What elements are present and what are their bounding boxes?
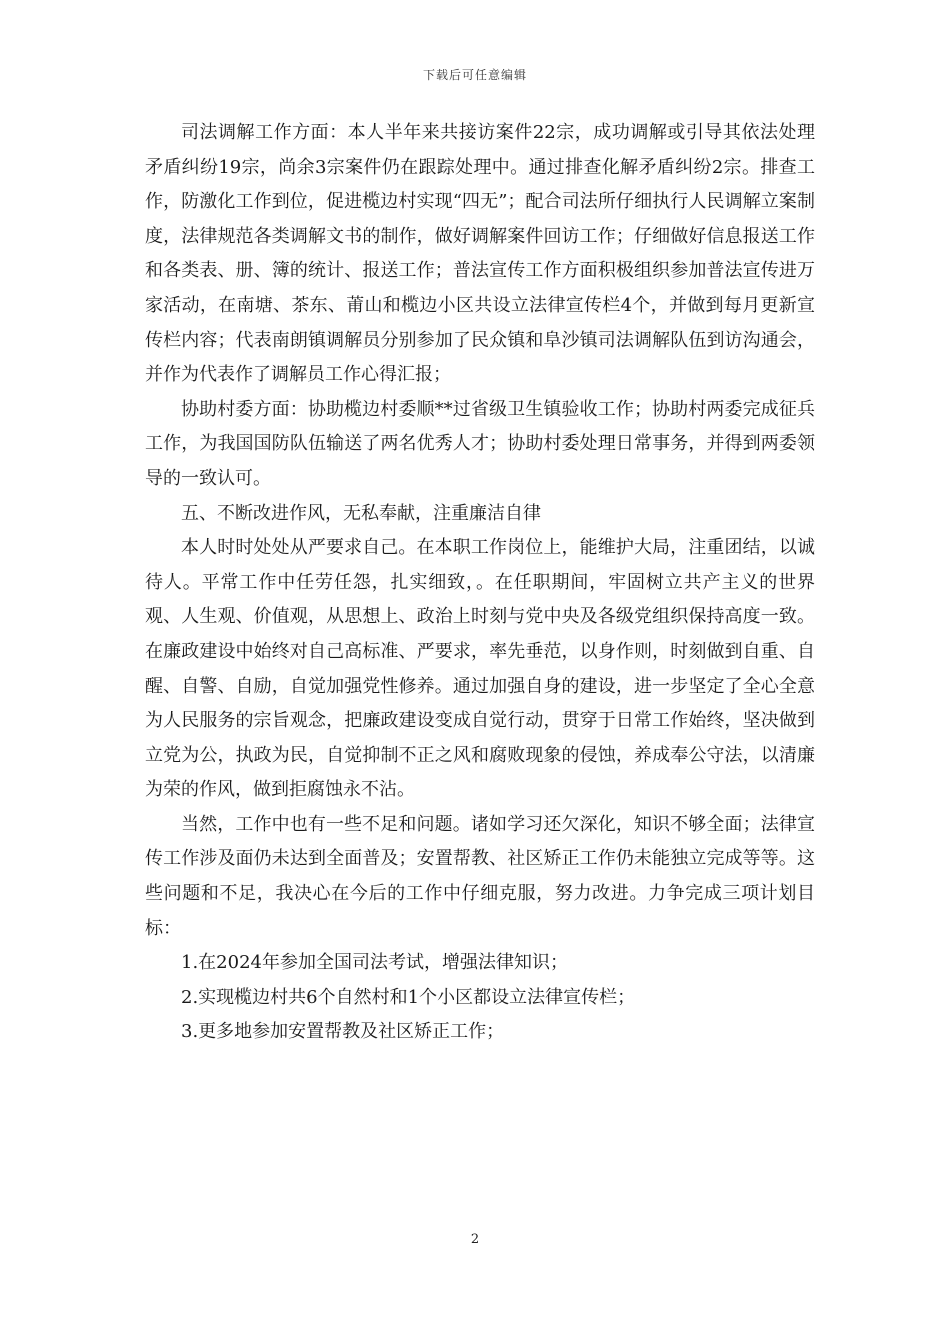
paragraph-village-assistance: 协助村委方面：协助榄边村委顺**过省级卫生镇验收工作；协助村两委完成征兵工作，为我国国防队伍输送了两名优秀人才；协助村委处理日常事务，并得到两委领导的一致认可。 xyxy=(145,398,815,489)
page-number: 2 xyxy=(470,1232,480,1247)
paragraph-shortcomings: 当然，工作中也有一些不足和问题。诸如学习还欠深化，知识不够全面；法律宣传工作涉及面仍未达到全面普及；安置帮教、社区矫正工作仍未能独立完成等等。这些问题和不足，我决心在今后的工作中仔细克服，努力改进。力争完成三项计划目标： xyxy=(145,813,815,939)
header-note: 下载后可任意编辑 xyxy=(422,68,527,82)
paragraph-judicial-mediation: 司法调解工作方面：本人半年来共接访案件22宗，成功调解或引导其依法处理矛盾纠纷19宗，尚余3宗案件仍在跟踪处理中。通过排查化解矛盾纠纷2宗。排查工作，防激化工作到位，促进榄边村实现“四无”；配合司法所仔细执行人民调解立案制度，法律规范各类调解文书的制作，做好调解案件回访工作；仔细做好信息报送工作和各类表、册、簿的统计、报送工作；普法宣传工作方面积极组织参加普法宣传进万家活动，在南塘、茶东、莆山和榄边小区共设立法律宣传栏4个，并做到每月更新宣传栏内容；代表南朗镇调解员分别参加了民众镇和阜沙镇司法调解队伍到访沟通会，并作为代表作了调解员工作心得汇报； xyxy=(145,122,815,386)
paragraph-self-discipline: 本人时时处处从严要求自己。在本职工作岗位上，能维护大局，注重团结，以诚待人。平常工作中任劳任怨，扎实细致，。在任职期间，牢固树立共产主义的世界观、人生观、价值观，从思想上、政治上时刻与党中央及各级党组织保持高度一致。在廉政建设中始终对自己高标准、严要求，率先垂范，以身作则，时刻做到自重、自醒、自警、自励，自觉加强党性修养。通过加强自身的建设，进一步坚定了全心全意为人民服务的宗旨观念，把廉政建设变成自觉行动，贯穿于日常工作始终，坚决做到立党为公，执政为民，自觉抑制不正之风和腐败现象的侵蚀，养成奉公守法，以清廉为荣的作风，做到拒腐蚀永不沾。 xyxy=(145,537,815,801)
document-body xyxy=(145,116,815,1050)
list-item: 2.实现榄边村共6个自然村和1个小区都设立法律宣传栏； xyxy=(181,986,636,1008)
list-item: 3.更多地参加安置帮教及社区矫正工作； xyxy=(181,1021,505,1043)
section-heading-five: 五、不断改进作风，无私奉献，注重廉洁自律 xyxy=(181,502,541,524)
list-item: 1.在2024年参加全国司法考试，增强法律知识； xyxy=(181,952,568,974)
